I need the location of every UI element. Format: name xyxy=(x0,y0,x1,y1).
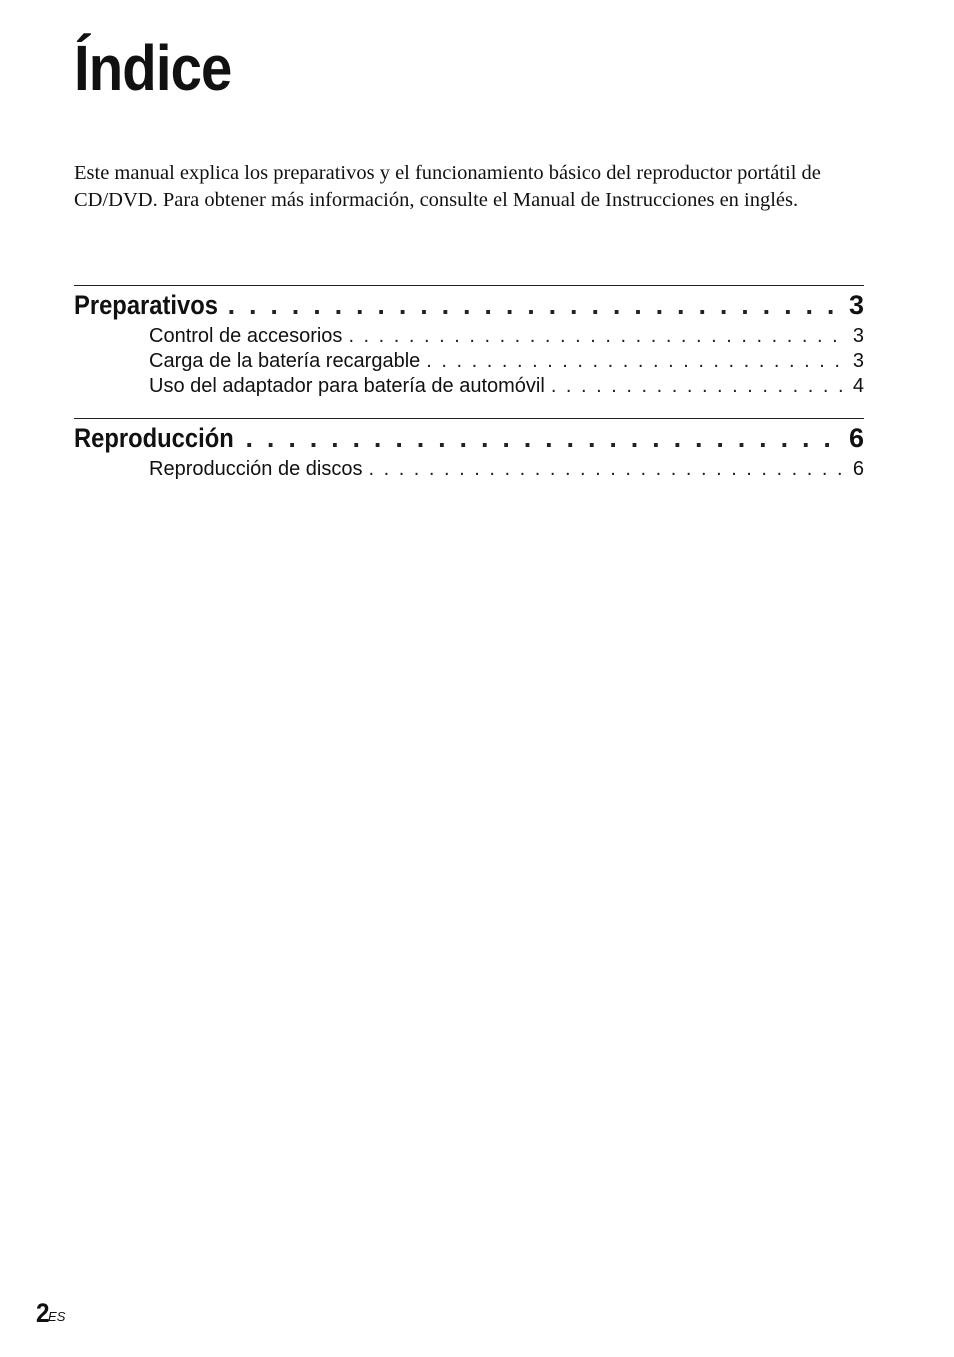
toc-section-reproduccion xyxy=(74,418,864,482)
toc-heading-page: 6 xyxy=(848,423,864,453)
dot-leader xyxy=(368,457,842,482)
toc-subitem-page: 4 xyxy=(852,375,864,397)
page-title: Índice xyxy=(74,32,232,104)
toc-subitem[interactable] xyxy=(74,374,864,399)
page-number xyxy=(36,1296,65,1330)
toc-subitem-page: 6 xyxy=(852,458,864,480)
page-number-value: 2 xyxy=(36,1298,50,1328)
toc-subitem-label: Uso del adaptador para batería de automóvil xyxy=(149,375,545,397)
toc-subitem-label: Reproducción de discos xyxy=(149,458,363,480)
language-code: ES xyxy=(48,1309,66,1324)
toc-subitem-page: 3 xyxy=(852,325,864,347)
toc-heading-page: 3 xyxy=(848,290,864,320)
toc-subitem-page: 3 xyxy=(852,350,864,372)
dot-leader xyxy=(246,421,839,455)
toc-subitem-list xyxy=(74,324,864,399)
toc-subitem[interactable] xyxy=(74,349,864,374)
toc-heading-label: Preparativos xyxy=(74,290,218,320)
dot-leader xyxy=(348,324,842,349)
dot-leader xyxy=(426,349,843,374)
intro-paragraph: Este manual explica los preparativos y el funcionamiento básico del reproductor portátil de CD/DVD. Para obtener más información, consulte el Manual de Instrucciones en inglés. xyxy=(74,162,821,211)
toc-subitem-label: Control de accesorios xyxy=(149,325,343,347)
toc-heading-row[interactable] xyxy=(74,288,864,322)
dot-leader xyxy=(551,374,843,399)
toc-subitem[interactable] xyxy=(74,324,864,349)
toc-subitem-list xyxy=(74,457,864,482)
toc-subitem-label: Carga de la batería recargable xyxy=(149,350,421,372)
toc-heading-label: Reproducción xyxy=(74,423,234,453)
toc-subitem[interactable] xyxy=(74,457,864,482)
toc-heading-row[interactable] xyxy=(74,421,864,455)
toc-section-preparativos xyxy=(74,285,864,399)
dot-leader xyxy=(228,288,839,322)
